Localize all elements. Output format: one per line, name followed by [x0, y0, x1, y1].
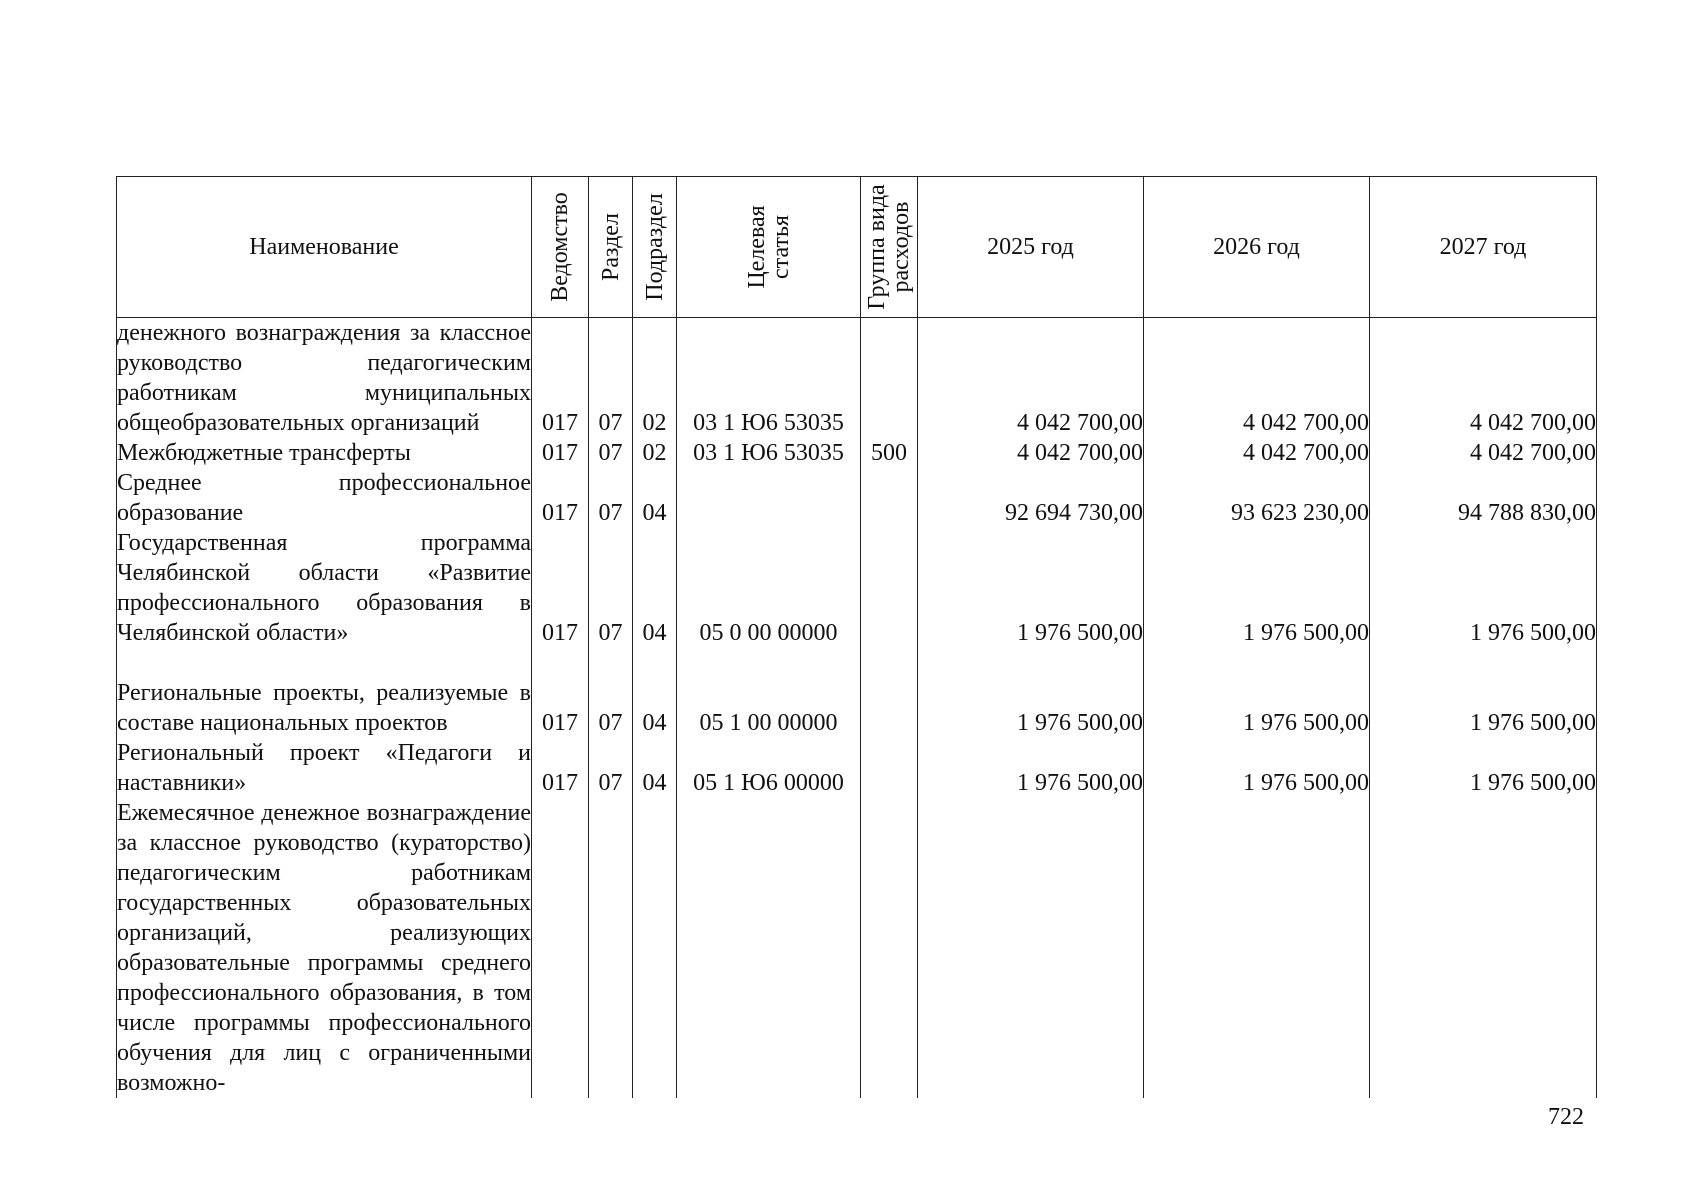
row-article: 05 1 00 00000	[677, 648, 861, 738]
row-y2026: 4 042 700,00	[1144, 438, 1370, 468]
row-y2027: 4 042 700,00	[1370, 318, 1597, 439]
header-target-article: Целевая статья	[677, 177, 861, 318]
row-subsection	[633, 798, 677, 1098]
row-name: Региональные проекты, реализуемые в составе национальных проектов	[117, 648, 532, 738]
row-article: 05 0 00 00000	[677, 528, 861, 648]
row-name: Среднее профессиональное образование	[117, 470, 531, 526]
row-y2025	[918, 798, 1144, 1098]
row-section	[589, 798, 633, 1098]
row-section: 07	[589, 648, 633, 738]
budget-table	[116, 176, 1597, 1098]
row-name: Региональный проект «Педагоги и наставники»	[117, 740, 531, 796]
row-section: 07	[589, 738, 633, 798]
row-subsection: 04	[633, 528, 677, 648]
row-group	[861, 738, 918, 798]
row-article	[677, 798, 861, 1098]
row-group	[861, 318, 918, 439]
row-dept: 017	[532, 438, 589, 468]
row-y2027: 1 976 500,00	[1370, 738, 1597, 798]
row-y2026: 4 042 700,00	[1144, 318, 1370, 439]
table-row	[117, 468, 1597, 528]
row-dept: 017	[532, 738, 589, 798]
row-subsection: 04	[633, 738, 677, 798]
row-name: денежного вознаграждения за классное руководство педагогическим работникам муниципальных общеобразовательных организаций	[117, 318, 532, 439]
row-y2025: 92 694 730,00	[918, 468, 1144, 528]
row-dept: 017	[532, 648, 589, 738]
header-subsection: Подраздел	[633, 177, 677, 318]
row-subsection: 02	[633, 318, 677, 439]
row-subsection: 04	[633, 468, 677, 528]
row-y2027: 1 976 500,00	[1370, 528, 1597, 648]
header-section: Раздел	[589, 177, 633, 318]
row-subsection: 04	[633, 648, 677, 738]
table-row	[117, 528, 1597, 648]
row-y2027: 4 042 700,00	[1370, 438, 1597, 468]
header-expense-group: Группа вида расходов	[861, 177, 918, 318]
row-y2026: 1 976 500,00	[1144, 738, 1370, 798]
header-year-2026: 2026 год	[1144, 177, 1370, 318]
row-dept: 017	[532, 318, 589, 439]
row-section: 07	[589, 318, 633, 439]
row-y2026	[1144, 798, 1370, 1098]
row-dept: 017	[532, 528, 589, 648]
budget-table-container	[116, 176, 1596, 1101]
table-row	[117, 438, 1597, 468]
row-y2025: 4 042 700,00	[918, 438, 1144, 468]
row-name: Межбюджетные трансферты	[117, 438, 532, 468]
row-name: Государственная программа Челябинской области «Развитие профессионального образования в Челябинской области»	[117, 530, 531, 646]
row-y2026: 93 623 230,00	[1144, 468, 1370, 528]
header-year-2025: 2025 год	[918, 177, 1144, 318]
row-y2025: 4 042 700,00	[918, 318, 1144, 439]
table-row	[117, 648, 1597, 738]
row-y2027: 1 976 500,00	[1370, 648, 1597, 738]
row-y2026: 1 976 500,00	[1144, 648, 1370, 738]
row-dept: 017	[532, 468, 589, 528]
row-y2025: 1 976 500,00	[918, 528, 1144, 648]
row-y2027: 94 788 830,00	[1370, 468, 1597, 528]
row-group	[861, 528, 918, 648]
table-row	[117, 798, 1597, 1098]
row-y2025: 1 976 500,00	[918, 738, 1144, 798]
row-section: 07	[589, 468, 633, 528]
row-group: 500	[861, 438, 918, 468]
row-article	[677, 468, 861, 528]
row-group	[861, 798, 918, 1098]
header-name: Наименование	[117, 177, 532, 318]
row-y2026: 1 976 500,00	[1144, 528, 1370, 648]
table-row	[117, 318, 1597, 439]
page-number: 722	[1548, 1104, 1584, 1130]
row-section: 07	[589, 438, 633, 468]
row-section: 07	[589, 528, 633, 648]
row-dept	[532, 798, 589, 1098]
row-group	[861, 648, 918, 738]
row-name: Ежемесячное денежное вознаграждение за классное руководство (кураторство) педагогическим работникам государственных образовательных организаций, реализующих образовательные программы среднего профессионального образования, в том числе программы профессионального обучения для лиц с ограниченными возможно-	[117, 800, 531, 1096]
row-article: 03 1 Ю6 53035	[677, 318, 861, 439]
row-article: 05 1 Ю6 00000	[677, 738, 861, 798]
table-row	[117, 738, 1597, 798]
row-group	[861, 468, 918, 528]
table-header-row	[117, 177, 1597, 318]
row-subsection: 02	[633, 438, 677, 468]
row-article: 03 1 Ю6 53035	[677, 438, 861, 468]
header-year-2027: 2027 год	[1370, 177, 1597, 318]
row-y2025: 1 976 500,00	[918, 648, 1144, 738]
header-department: Ведомство	[532, 177, 589, 318]
row-y2027	[1370, 798, 1597, 1098]
